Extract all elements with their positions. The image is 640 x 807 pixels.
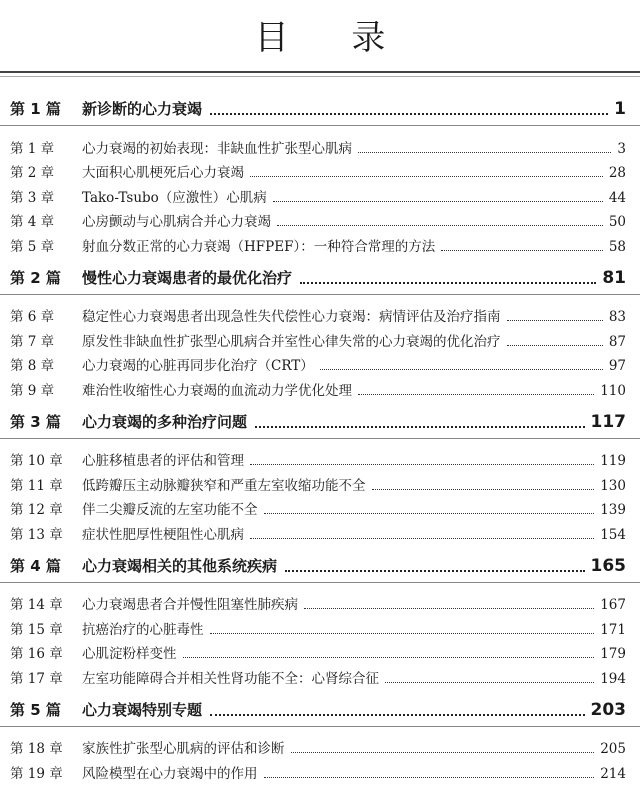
part-page-number: 81	[602, 267, 626, 288]
toc-part-heading[interactable]	[0, 399, 640, 439]
dot-leader	[372, 488, 595, 490]
chapter-title: 低跨瓣压主动脉瓣狭窄和严重左室收缩功能不全	[82, 477, 366, 494]
part-number: 第 1 篇	[10, 100, 61, 118]
dot-leader	[285, 569, 584, 572]
dot-leader	[277, 224, 603, 226]
chapter-title: 稳定性心力衰竭患者出现急性失代偿性心力衰竭：病情评估及治疗指南	[82, 309, 501, 325]
chapter-number: 第 10 章	[10, 453, 63, 469]
dot-leader	[507, 319, 603, 321]
toc-chapter-entry[interactable]	[0, 374, 640, 399]
chapter-number: 第 17 章	[10, 670, 63, 687]
chapter-number: 第 4 章	[10, 214, 55, 230]
toc-part	[0, 86, 640, 255]
toc-chapter-entry[interactable]	[0, 301, 640, 326]
chapter-title: 风险模型在心力衰竭中的作用	[82, 765, 258, 782]
toc-chapter-entry[interactable]	[0, 662, 640, 687]
chapter-number: 第 2 章	[10, 165, 55, 181]
toc-part	[0, 255, 640, 399]
chapter-title: 原发性非缺血性扩张型心肌病合并室性心律失常的心力衰竭的优化治疗	[82, 333, 501, 350]
part-title: 慢性心力衰竭患者的最优化治疗	[82, 268, 293, 287]
dot-leader	[210, 112, 608, 115]
chapter-page-number: 28	[608, 165, 626, 181]
toc-chapter-entry[interactable]	[0, 157, 640, 182]
dot-leader	[273, 200, 603, 202]
part-number: 第 4 篇	[10, 556, 61, 575]
toc-chapter-entry[interactable]	[0, 494, 640, 519]
chapter-number: 第 18 章	[10, 741, 63, 757]
part-title: 心力衰竭特别专题	[82, 700, 203, 719]
dot-leader	[300, 281, 596, 284]
chapter-number: 第 8 章	[10, 358, 55, 374]
toc-chapter-entry[interactable]	[0, 181, 640, 206]
chapter-title: 心房颤动与心肌病合并心力衰竭	[82, 214, 271, 230]
dot-leader	[250, 537, 594, 539]
chapter-title: 家族性扩张型心肌病的评估和诊断	[82, 741, 285, 757]
chapter-page-number: 154	[600, 526, 626, 543]
chapter-number: 第 13 章	[10, 526, 63, 543]
part-page-number: 203	[590, 699, 626, 720]
chapter-page-number: 205	[600, 741, 626, 757]
chapter-number: 第 1 章	[10, 140, 55, 157]
toc-chapter-entry[interactable]	[0, 325, 640, 350]
chapter-page-number: 58	[608, 238, 626, 255]
dot-leader	[385, 681, 594, 683]
part-page-number: 117	[590, 411, 626, 432]
part-page-number: 1	[614, 99, 626, 119]
dot-leader	[255, 425, 584, 428]
part-number: 第 5 篇	[10, 700, 61, 719]
chapter-list	[0, 295, 640, 399]
chapter-page-number: 194	[600, 670, 626, 687]
dot-leader	[291, 751, 595, 753]
toc-part-heading[interactable]	[0, 86, 640, 126]
page-title: 目 录	[254, 18, 412, 58]
dot-leader	[264, 776, 595, 778]
dot-leader	[210, 713, 584, 716]
chapter-page-number: 97	[608, 358, 626, 374]
toc-chapter-entry[interactable]	[0, 757, 640, 782]
chapter-page-number: 44	[608, 189, 626, 206]
part-number: 第 3 篇	[10, 412, 61, 431]
chapter-number: 第 15 章	[10, 621, 63, 638]
chapter-title: 心肌淀粉样变性	[82, 646, 177, 662]
dot-leader	[507, 344, 603, 346]
toc-part-heading[interactable]	[0, 255, 640, 295]
chapter-page-number: 130	[600, 477, 626, 494]
title-rule-thin	[0, 76, 640, 77]
chapter-number: 第 9 章	[10, 382, 55, 399]
toc-chapter-entry[interactable]	[0, 350, 640, 375]
chapter-title: 难治性收缩性心力衰竭的血流动力学优化处理	[82, 382, 352, 399]
part-number: 第 2 篇	[10, 268, 61, 287]
chapter-title: Tako-Tsubo（应激性）心肌病	[82, 189, 267, 206]
chapter-number: 第 6 章	[10, 309, 55, 325]
toc-part-heading[interactable]	[0, 543, 640, 583]
chapter-number: 第 3 章	[10, 189, 55, 206]
chapter-page-number: 83	[608, 309, 626, 325]
dot-leader	[320, 368, 603, 370]
chapter-title: 伴二尖瓣反流的左室功能不全	[82, 502, 258, 518]
chapter-page-number: 87	[608, 333, 626, 350]
toc-chapter-entry[interactable]	[0, 206, 640, 231]
chapter-title: 左室功能障碍合并相关性肾功能不全：心肾综合征	[82, 670, 379, 687]
toc-chapter-entry[interactable]	[0, 613, 640, 638]
chapter-title: 症状性肥厚性梗阻性心肌病	[82, 526, 244, 543]
toc-chapter-entry[interactable]	[0, 469, 640, 494]
chapter-page-number: 139	[600, 502, 626, 518]
toc-chapter-entry[interactable]	[0, 445, 640, 470]
chapter-list	[0, 727, 640, 782]
toc-part-heading[interactable]	[0, 687, 640, 727]
toc-part	[0, 399, 640, 543]
toc-chapter-entry[interactable]	[0, 638, 640, 663]
chapter-number: 第 16 章	[10, 646, 63, 662]
chapter-page-number: 179	[600, 646, 626, 662]
chapter-number: 第 7 章	[10, 333, 55, 350]
chapter-title: 心力衰竭的心脏再同步化治疗（CRT）	[82, 358, 314, 374]
chapter-page-number: 50	[608, 214, 626, 230]
chapter-title: 心力衰竭的初始表现：非缺血性扩张型心肌病	[82, 140, 352, 157]
chapter-page-number: 3	[617, 140, 626, 157]
dot-leader	[358, 151, 611, 153]
dot-leader	[304, 607, 594, 609]
table-of-contents	[0, 86, 640, 782]
dot-leader	[210, 632, 595, 634]
toc-chapter-entry[interactable]	[0, 132, 640, 157]
part-title: 新诊断的心力衰竭	[82, 100, 203, 118]
dot-leader	[441, 249, 603, 251]
toc-chapter-entry[interactable]	[0, 230, 640, 255]
chapter-page-number: 167	[600, 597, 626, 613]
toc-part	[0, 687, 640, 782]
chapter-list	[0, 126, 640, 255]
chapter-title: 心力衰竭患者合并慢性阻塞性肺疾病	[82, 597, 298, 613]
dot-leader	[358, 393, 594, 395]
chapter-number: 第 19 章	[10, 765, 63, 782]
chapter-title: 心脏移植患者的评估和管理	[82, 453, 244, 469]
dot-leader	[264, 512, 595, 514]
part-page-number: 165	[590, 555, 626, 576]
toc-chapter-entry[interactable]	[0, 589, 640, 614]
chapter-list	[0, 583, 640, 687]
chapter-page-number: 214	[600, 765, 626, 782]
part-title: 心力衰竭相关的其他系统疾病	[82, 556, 278, 575]
chapter-page-number: 110	[600, 382, 626, 399]
dot-leader	[250, 463, 594, 465]
chapter-title: 射血分数正常的心力衰竭（HFPEF）：一种符合常理的方法	[82, 238, 436, 255]
chapter-number: 第 12 章	[10, 502, 63, 518]
toc-part	[0, 543, 640, 687]
chapter-number: 第 14 章	[10, 597, 63, 613]
chapter-title: 大面积心肌梗死后心力衰竭	[82, 165, 244, 181]
chapter-page-number: 119	[600, 453, 626, 469]
title-rule	[0, 71, 640, 73]
chapter-page-number: 171	[600, 621, 626, 638]
dot-leader	[250, 175, 603, 177]
chapter-number: 第 11 章	[10, 477, 63, 494]
dot-leader	[183, 656, 595, 658]
toc-chapter-entry[interactable]	[0, 733, 640, 758]
part-title: 心力衰竭的多种治疗问题	[82, 412, 248, 431]
chapter-number: 第 5 章	[10, 238, 55, 255]
chapter-title: 抗癌治疗的心脏毒性	[82, 621, 204, 638]
toc-chapter-entry[interactable]	[0, 518, 640, 543]
chapter-list	[0, 439, 640, 543]
